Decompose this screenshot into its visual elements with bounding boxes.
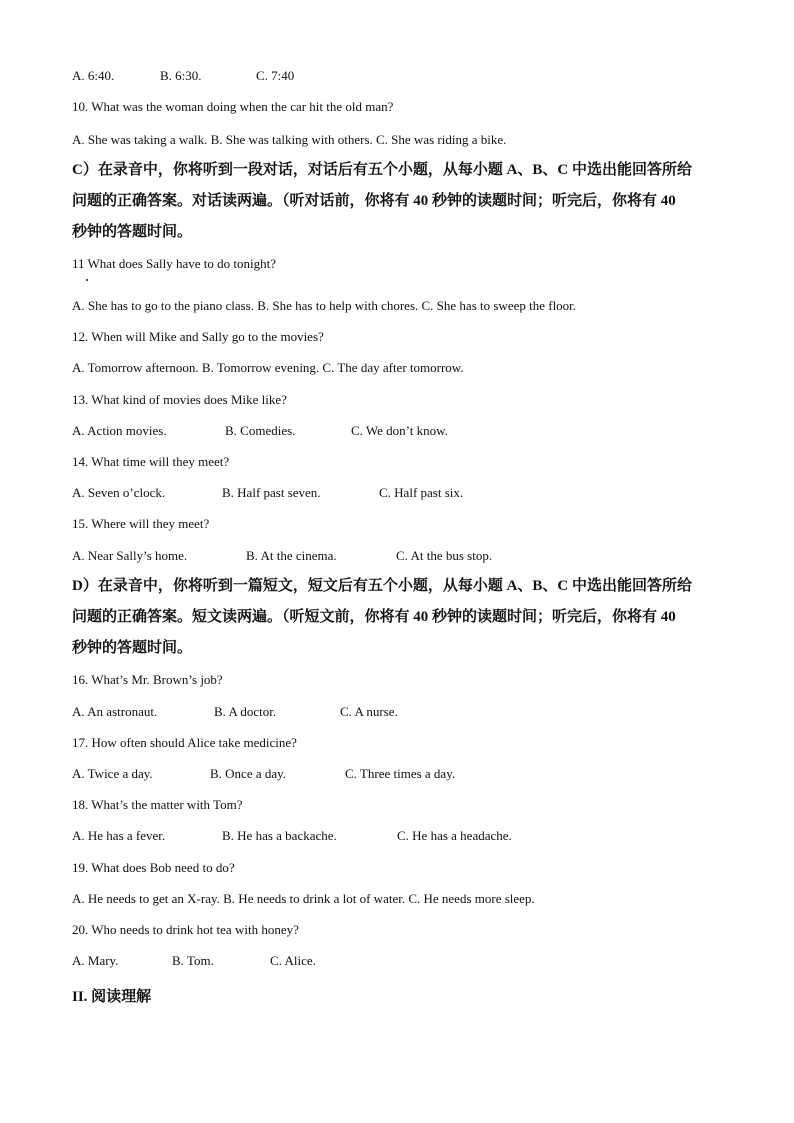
q12-options: A. Tomorrow afternoon. B. Tomorrow evening. C. The day after tomorrow.: [72, 360, 464, 375]
stray-dot: [86, 279, 88, 281]
q15-option-c: C. At the bus stop.: [396, 548, 493, 563]
q17-question: 17. How often should Alice take medicine?: [72, 735, 297, 750]
q14-question: 14. What time will they meet?: [72, 454, 230, 469]
q9-option-c: C. 7:40: [256, 68, 295, 83]
q10-options: A. She was taking a walk. B. She was talking with others. C. She was riding a bike.: [72, 132, 507, 147]
q16-option-c: C. A nurse.: [340, 704, 398, 719]
q11-question: 11 What does Sally have to do tonight?: [72, 256, 276, 271]
part-2-heading: II. 阅读理解: [72, 989, 152, 1005]
q14-option-c: C. Half past six.: [379, 485, 464, 500]
q13-option-a: A. Action movies.: [72, 423, 167, 438]
q20-option-a: A. Mary.: [72, 953, 119, 968]
q10-question: 10. What was the woman doing when the car hit the old man?: [72, 99, 394, 114]
section-c-line-3: 秒钟的答题时间。: [72, 224, 193, 240]
q9-option-b: B. 6:30.: [160, 68, 202, 83]
q13-options: [72, 423, 448, 439]
q20-question: 20. Who needs to drink hot tea with honey?: [72, 922, 299, 937]
q18-option-a: A. He has a fever.: [72, 828, 166, 843]
q19-question: 19. What does Bob need to do?: [72, 860, 235, 875]
q20-option-c: C. Alice.: [270, 953, 316, 968]
q18-question: 18. What’s the matter with Tom?: [72, 797, 243, 812]
q15-option-b: B. At the cinema.: [246, 548, 337, 563]
section-c-line-1: C）在录音中，你将听到一段对话，对话后有五个小题，从每小题 A、B、C 中选出能回答所给: [72, 162, 693, 178]
q18-option-c: C. He has a headache.: [397, 828, 512, 843]
q16-question: 16. What’s Mr. Brown’s job?: [72, 672, 223, 687]
q15-options: [72, 548, 492, 564]
q14-options: [72, 485, 463, 501]
q19-options: A. He needs to get an X-ray. B. He needs to drink a lot of water. C. He needs more sleep.: [72, 891, 535, 906]
q18-option-b: B. He has a backache.: [222, 828, 337, 843]
section-c-line-2: 问题的正确答案。对话读两遍。（听对话前，你将有 40 秒钟的读题时间；听完后，你将有 40: [72, 193, 676, 209]
q11-options: A. She has to go to the piano class. B. She has to help with chores. C. She has to sweep the floor.: [72, 298, 577, 313]
q17-option-b: B. Once a day.: [210, 766, 287, 781]
q18-options: [72, 828, 512, 844]
q13-option-c: C. We don’t know.: [351, 423, 448, 438]
section-d-line-2: 问题的正确答案。短文读两遍。（听短文前，你将有 40 秒钟的读题时间；听完后，你将有 40: [72, 609, 676, 625]
q13-option-b: B. Comedies.: [225, 423, 296, 438]
q16-options: [72, 704, 398, 720]
q20-options: [72, 953, 316, 969]
q15-option-a: A. Near Sally’s home.: [72, 548, 188, 563]
q17-option-c: C. Three times a day.: [345, 766, 456, 781]
section-c-instructions: [72, 155, 732, 248]
section-d-line-3: 秒钟的答题时间。: [72, 640, 193, 656]
q14-option-a: A. Seven o’clock.: [72, 485, 166, 500]
q17-options: [72, 766, 455, 782]
section-d-instructions: [72, 571, 732, 664]
q13-question: 13. What kind of movies does Mike like?: [72, 392, 287, 407]
q16-option-b: B. A doctor.: [214, 704, 277, 719]
section-d-line-1: D）在录音中，你将听到一篇短文，短文后有五个小题，从每小题 A、B、C 中选出能回答所给: [72, 578, 693, 594]
q14-option-b: B. Half past seven.: [222, 485, 321, 500]
q17-option-a: A. Twice a day.: [72, 766, 153, 781]
q9-options: [72, 68, 294, 84]
q16-option-a: A. An astronaut.: [72, 704, 158, 719]
q20-option-b: B. Tom.: [172, 953, 214, 968]
q12-question: 12. When will Mike and Sally go to the movies?: [72, 329, 324, 344]
q9-option-a: A. 6:40.: [72, 68, 115, 83]
q15-question: 15. Where will they meet?: [72, 516, 210, 531]
